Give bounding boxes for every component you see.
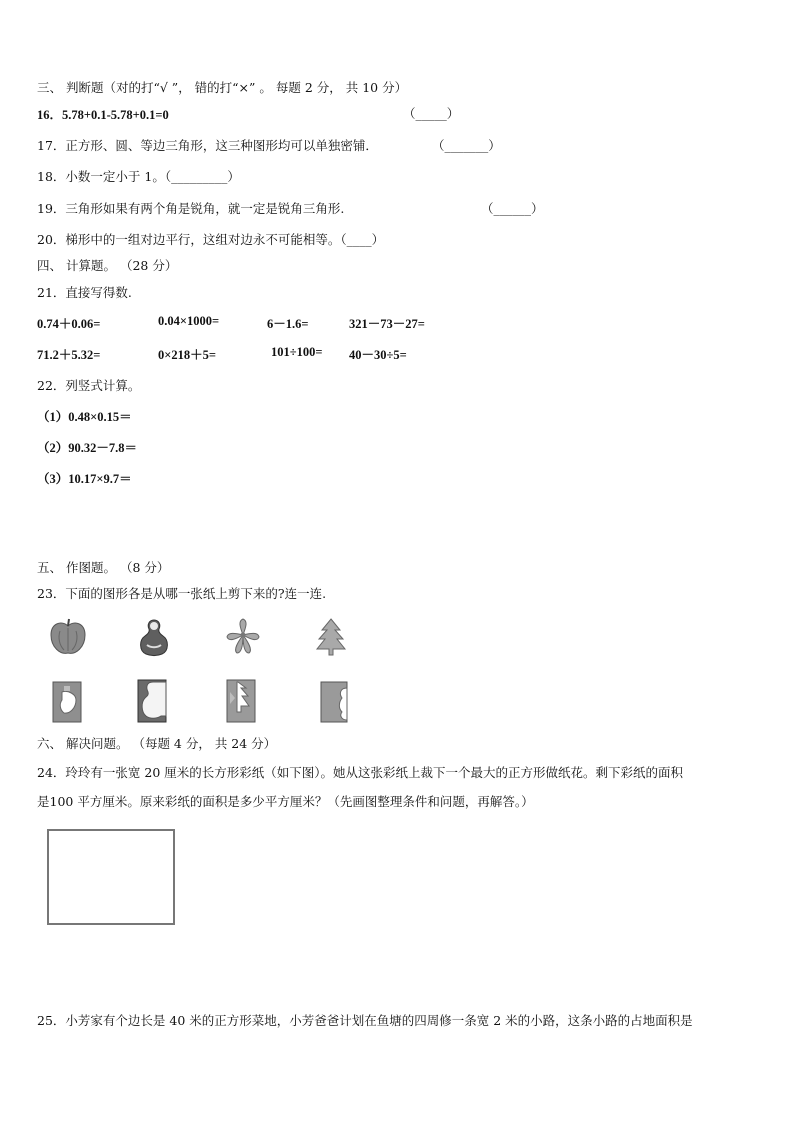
section-calc-heading: 四、 计算题。 （28 分） xyxy=(37,258,178,273)
question-19-answer-blank[interactable]: （______） xyxy=(481,201,544,216)
vertical-calc-2: （2）90.32－7.8＝ xyxy=(37,441,138,455)
question-17: 17．正方形、圆、等边三角形，这三种图形均可以单独密铺． xyxy=(37,138,378,153)
calc-row2-item1: 71.2＋5.32= xyxy=(37,348,101,362)
question-16: 16．5.78+0.1-5.78+0.1=0 xyxy=(37,108,169,122)
gourd-cutout-icon[interactable] xyxy=(137,617,171,657)
section-judge-heading: 三、 判断题（对的打“√ ”， 错的打“×” 。 每题 2 分， 共 10 分） xyxy=(37,80,408,95)
pine-tree-cutout-icon[interactable] xyxy=(314,617,348,657)
calc-row1-item3: 6－1.6= xyxy=(267,317,309,331)
question-22: 22．列竖式计算。 xyxy=(37,378,141,393)
question-25-line1: 25．小芳家有个边长是 40 米的正方形菜地，小芳爸爸计划在鱼塘的四周修一条宽 2 米的小路，这条小路的占地面积是 xyxy=(37,1013,693,1028)
paper-sheet-2-icon[interactable] xyxy=(135,678,169,724)
calc-row2-item3: 101÷100= xyxy=(271,345,323,359)
section-draw-heading: 五、 作图题。 （8 分） xyxy=(37,560,170,575)
vertical-calc-3: （3）10.17×9.7＝ xyxy=(37,472,132,486)
paper-sheet-1-icon[interactable] xyxy=(50,680,84,724)
question-24-line2: 是100 平方厘米。原来彩纸的面积是多少平方厘米？（先画图整理条件和问题，再解答。） xyxy=(37,794,534,809)
paper-sheet-3-icon[interactable] xyxy=(224,678,258,724)
calc-row1-item2: 0.04×1000= xyxy=(158,314,220,328)
section-solve-heading: 六、 解决问题。 （每题 4 分， 共 24 分） xyxy=(37,736,277,751)
question-17-answer-blank[interactable]: （_______） xyxy=(432,138,501,153)
apple-cutout-icon[interactable] xyxy=(48,617,88,657)
question-24-line1: 24．玲玲有一张宽 20 厘米的长方形彩纸（如下图）。她从这张彩纸上裁下一个最大的正方形做纸花。剩下彩纸的面积 xyxy=(37,765,684,780)
flower-cutout-icon[interactable] xyxy=(222,617,264,657)
vertical-calc-1: （1）0.48×0.15＝ xyxy=(37,410,132,424)
question-21: 21．直接写得数. xyxy=(37,285,132,300)
question-20: 20．梯形中的一组对边平行，这组对边永不可能相等。（____） xyxy=(37,232,385,247)
colored-paper-rectangle-figure xyxy=(47,829,175,925)
question-18: 18．小数一定小于 1。（_________） xyxy=(37,169,240,184)
calc-row1-item4: 321－73－27= xyxy=(349,317,425,331)
question-19: 19．三角形如果有两个角是锐角，就一定是锐角三角形. xyxy=(37,201,345,216)
calc-row2-item2: 0×218＋5= xyxy=(158,348,216,362)
calc-row2-item4: 40－30÷5= xyxy=(349,348,407,362)
paper-sheet-4-icon[interactable] xyxy=(318,680,350,724)
calc-row1-item1: 0.74＋0.06= xyxy=(37,317,101,331)
question-16-answer-blank[interactable]: （_____） xyxy=(403,106,460,121)
question-23: 23．下面的图形各是从哪一张纸上剪下来的?连一连. xyxy=(37,586,327,601)
